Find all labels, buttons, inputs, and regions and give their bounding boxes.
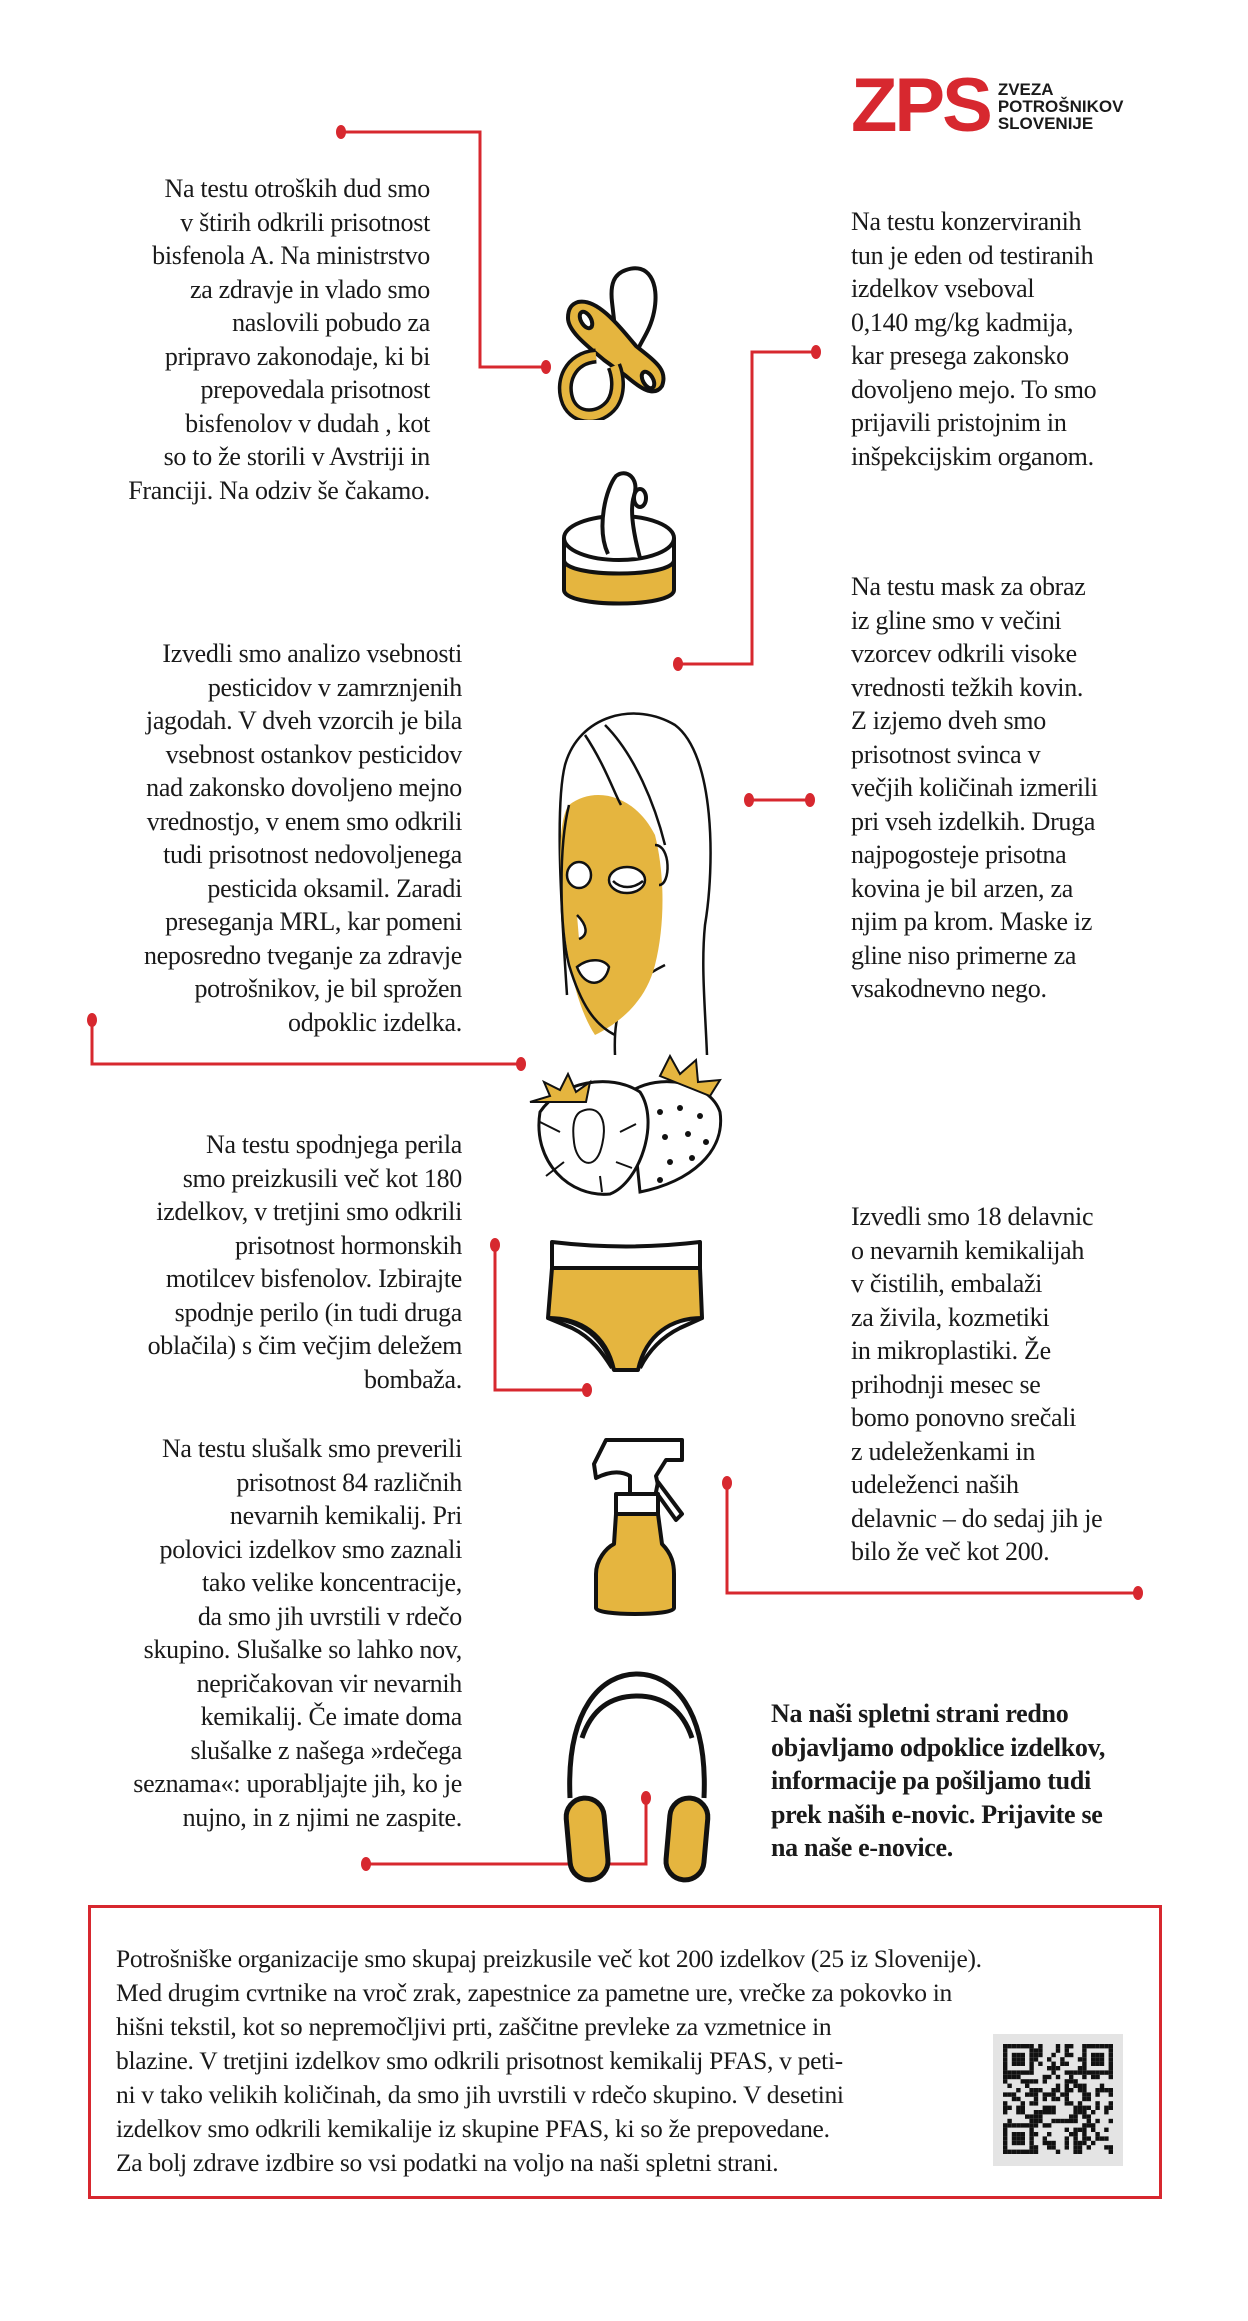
text-line: kar presega zakonsko — [851, 341, 1069, 370]
text-line: za zdravje in vlado smo — [189, 274, 430, 304]
text-line: vzorcev odkrili visoke — [851, 639, 1077, 668]
logo-line: POTROŠNIKOV — [997, 96, 1124, 116]
strawberries-text — [144, 637, 462, 1039]
text-line: o nevarnih kemikalijah — [851, 1235, 1085, 1265]
text-line: motilcev bisfenolov. Izbirajte — [165, 1264, 462, 1293]
text-line: prisotnost svinca v — [851, 739, 1041, 769]
tuna-text — [851, 205, 1096, 473]
text-line: objavljamo odpoklice izdelkov, — [771, 1732, 1106, 1762]
text-line: in mikroplastiki. Že — [851, 1336, 1051, 1365]
text-line: bisfenolov v dudah , kot — [185, 408, 430, 438]
text-line: pesticida oksamil. Zaradi — [207, 873, 462, 903]
text-line: Na testu mask za obraz — [851, 572, 1086, 601]
underwear-icon — [542, 1238, 710, 1376]
text-line: potrošnikov, je bil sprožen — [194, 974, 462, 1003]
text-line: so to že storili v Avstriji in — [163, 442, 430, 471]
text-line: Izvedli smo analizo vsebnosti — [162, 639, 462, 668]
text-line: nujno, in z njimi ne zaspite. — [182, 1802, 462, 1832]
text-line: naslovili pobudo za — [232, 308, 430, 337]
text-line: nepričakovan vir nevarnih — [196, 1668, 462, 1698]
pacifier-text — [128, 172, 430, 507]
text-line: Izvedli smo 18 delavnic — [851, 1202, 1094, 1231]
text-line: prek naših e-novic. Prijavite se — [771, 1799, 1103, 1829]
text-line: prijavili pristojnim in — [851, 408, 1067, 437]
text-line: prepovedala prisotnost — [200, 375, 430, 404]
text-line: udeleženci naših — [851, 1470, 1019, 1499]
text-line: za živila, kozmetiki — [851, 1302, 1050, 1332]
spray-bottle-icon — [586, 1434, 692, 1618]
text-line: kemikalij. Če imate doma — [200, 1702, 462, 1731]
headphones-text — [133, 1432, 462, 1834]
logo-line: SLOVENIJE — [997, 113, 1094, 133]
logo-line: ZVEZA — [997, 79, 1054, 99]
cream-jar-icon — [560, 468, 678, 618]
text-line: kovina je bil arzen, za — [851, 873, 1073, 903]
text-line: tudi prisotnost nedovoljenega — [163, 840, 462, 869]
recalls-text[interactable] — [771, 1697, 1105, 1865]
text-line: večjih količinah izmerili — [851, 773, 1098, 802]
text-line: vrednostjo, v enem smo odkrili — [146, 806, 462, 836]
pfas-text — [116, 1942, 982, 2180]
text-line: da smo jih uvrstili v rdečo — [197, 1601, 462, 1631]
text-line: seznama«: uporabljajte jih, ko je — [133, 1769, 462, 1798]
qr-code-icon[interactable] — [993, 2034, 1123, 2166]
text-line: nad zakonsko dovoljeno mejno — [146, 773, 462, 802]
text-line: Franciji. Na odziv še čakamo. — [128, 475, 430, 505]
text-line: ni v tako velikih količinah, da smo jih uvrstili v rdečo skupino. V desetini — [116, 2080, 844, 2109]
text-line: inšpekcijskim organom. — [851, 441, 1094, 471]
text-line: Za bolj zdrave izdbire so vsi podatki na voljo na naši spletni strani. — [116, 2148, 779, 2177]
text-line: vsakodnevno nego. — [851, 974, 1047, 1003]
text-line: z udeleženkami in — [851, 1436, 1036, 1466]
text-line: jagodah. V dveh vzorcih je bila — [145, 706, 462, 735]
text-line: izdelkov, v tretjini smo odkrili — [156, 1197, 462, 1226]
text-line: prisotnost hormonskih — [235, 1230, 462, 1260]
workshops-text — [851, 1200, 1102, 1569]
text-line: Z izjemo dveh smo — [851, 706, 1046, 735]
headphones-icon — [562, 1668, 712, 1884]
text-line: smo preizkusili več kot 180 — [182, 1163, 462, 1193]
text-line: v čistilih, embalaži — [851, 1269, 1043, 1298]
text-line: preseganja MRL, kar pomeni — [165, 907, 462, 936]
text-line: Na testu konzerviranih — [851, 207, 1082, 236]
text-line: najpogosteje prisotna — [851, 840, 1067, 869]
text-line: neposredno tveganje za zdravje — [143, 940, 462, 970]
text-line: slušalke z našega »rdečega — [190, 1735, 462, 1765]
text-line: dovoljeno mejo. To smo — [851, 374, 1097, 404]
text-line: vsebnost ostankov pesticidov — [165, 739, 462, 769]
text-line: skupino. Slušalke so lahko nov, — [143, 1635, 462, 1664]
pfas-info-box — [88, 1905, 1162, 2199]
text-line: bilo že več kot 200. — [851, 1537, 1050, 1566]
text-line: polovici izdelkov smo zaznali — [159, 1534, 462, 1564]
text-line: 0,140 mg/kg kadmija, — [851, 307, 1074, 337]
connector-tuna — [678, 352, 816, 664]
text-line: delavnic – do sedaj jih je — [851, 1503, 1103, 1533]
text-line: vrednosti težkih kovin. — [851, 672, 1084, 702]
underwear-text — [148, 1128, 462, 1396]
text-line: bisfenola A. Na ministrstvo — [152, 241, 430, 270]
text-line: bombaža. — [364, 1364, 462, 1394]
text-line: na naše e-novice. — [771, 1833, 953, 1862]
logo-acronym: ZPS — [851, 63, 990, 148]
text-line: pripravo zakonodaje, ki bi — [164, 341, 430, 371]
text-line: pesticidov v zamrznjenih — [207, 672, 462, 702]
text-line: Na testu spodnjega perila — [205, 1130, 462, 1159]
text-line: Na testu otroških dud smo — [164, 174, 430, 203]
text-line: nevarnih kemikalij. Pri — [229, 1501, 462, 1530]
text-line: izdelkov smo odkrili kemikalije iz skupine PFAS, ki so že prepovedane. — [116, 2114, 830, 2143]
text-line: spodnje perilo (in tudi druga — [174, 1297, 462, 1327]
text-line: tun je eden od testiranih — [851, 240, 1094, 270]
text-line: oblačila) s čim večjim deležem — [147, 1331, 462, 1360]
text-line: iz gline smo v večini — [851, 605, 1062, 635]
text-line: odpoklic izdelka. — [288, 1007, 462, 1037]
text-line: gline niso primerne za — [851, 940, 1077, 970]
text-line: Potrošniške organizacije smo skupaj preizkusile več kot 200 izdelkov (25 iz Slovenije). — [116, 1944, 982, 1973]
text-line: prihodnji mesec se — [851, 1369, 1041, 1399]
face-mask-icon — [555, 705, 725, 1060]
text-line: pri vseh izdelkih. Druga — [851, 806, 1096, 836]
text-line: hišni tekstil, kot so nepremočljivi prti, zaščitne prevleke za vzmetnice in — [116, 2012, 832, 2041]
text-line: v štirih odkrili prisotnost — [180, 207, 430, 237]
text-line: Med drugim cvrtnike na vroč zrak, zapestnice za pametne ure, vrečke za pokovko in — [116, 1978, 952, 2007]
text-line: izdelkov vseboval — [851, 274, 1035, 303]
text-line: Na naši spletni strani redno — [771, 1699, 1069, 1728]
text-line: prisotnost 84 različnih — [236, 1467, 462, 1497]
text-line: informacije pa pošiljamo tudi — [771, 1766, 1091, 1795]
text-line: tako velike koncentracije, — [201, 1568, 462, 1597]
masks-text — [851, 570, 1098, 1006]
text-line: Na testu slušalk smo preverili — [161, 1434, 462, 1463]
text-line: bomo ponovno srečali — [851, 1403, 1077, 1432]
text-line: njim pa krom. Maske iz — [851, 907, 1093, 936]
text-line: blazine. V tretjini izdelkov smo odkrili prisotnost kemikalij PFAS, v peti- — [116, 2046, 843, 2075]
pacifier-icon — [556, 262, 670, 420]
strawberries-icon — [520, 1052, 744, 1198]
